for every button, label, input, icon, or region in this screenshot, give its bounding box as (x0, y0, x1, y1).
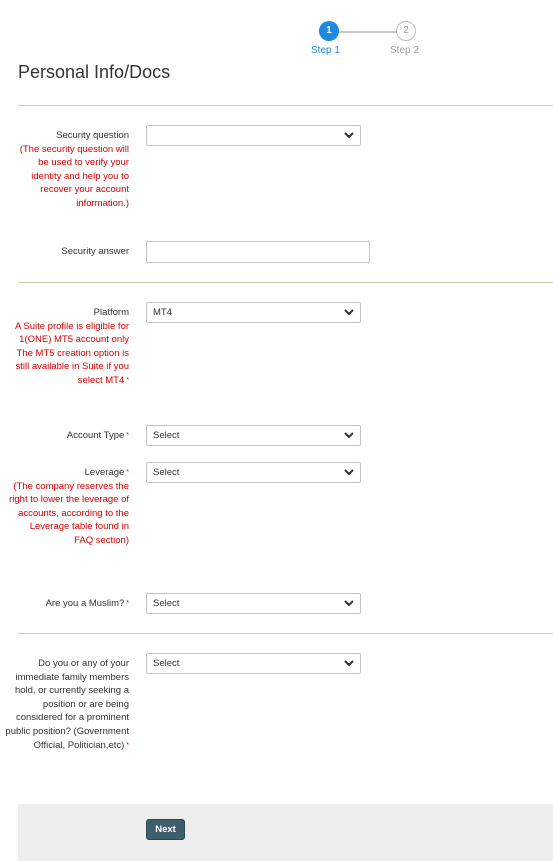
pep-label: Do you or any of your immediate family members hold, or currently seeking a position or are being considered for a prominent public position? (Government Official, Politician,etc) (5, 658, 129, 751)
pep-label-group (5, 657, 129, 752)
security-answer-input[interactable] (146, 241, 370, 263)
muslim-select[interactable] (146, 593, 361, 614)
leverage-note: (The company reserves the right to lower the leverage of accounts, according to the Leverage table found in FAQ section) (9, 480, 129, 546)
muslim-label-group (0, 597, 129, 611)
required-marker: * (126, 432, 129, 439)
muslim-value: Select (153, 598, 180, 609)
chevron-down-icon (344, 660, 354, 667)
account-type-label-group (9, 429, 129, 443)
stepper (305, 20, 435, 60)
page-title: Personal Info/Docs (18, 62, 171, 82)
step-2-indicator: 2 (396, 21, 416, 41)
platform-note-2 (9, 347, 129, 388)
security-question-note: (The security question will be used to verify your identity and help you to recover your account information.) (19, 143, 129, 209)
chevron-down-icon (344, 600, 354, 607)
step-1-label: Step 1 (311, 45, 340, 56)
account-type-value: Select (153, 430, 180, 441)
platform-note-1: A Suite profile is eligible for 1(ONE) MT5 account only (14, 320, 129, 346)
required-marker: * (126, 469, 129, 476)
leverage-label-group (9, 466, 129, 548)
security-question-label: Security question (56, 130, 129, 141)
account-type-select[interactable] (146, 425, 361, 446)
step-2-label: Step 2 (390, 45, 419, 56)
leverage-select[interactable] (146, 462, 361, 483)
section-divider (18, 105, 553, 106)
platform-note-2-text: The MT5 creation option is still available in Suite if you select MT4 (15, 347, 129, 386)
section-divider (18, 282, 553, 283)
next-button[interactable]: Next (146, 819, 185, 840)
security-answer-label: Security answer (61, 246, 129, 257)
account-type-label: Account Type (66, 430, 125, 441)
leverage-label: Leverage (84, 467, 125, 478)
chevron-down-icon (344, 309, 354, 316)
required-marker: * (126, 376, 129, 384)
platform-label-group (9, 306, 129, 388)
required-marker: * (126, 600, 129, 607)
muslim-label: Are you a Muslim? (45, 598, 125, 609)
form-footer (18, 804, 553, 861)
step-1-indicator: 1 (319, 21, 339, 41)
platform-select[interactable] (146, 302, 361, 323)
security-question-select[interactable] (146, 125, 361, 146)
platform-label: Platform (93, 307, 129, 318)
chevron-down-icon (344, 469, 354, 476)
required-marker: * (126, 741, 129, 749)
pep-value: Select (153, 658, 180, 669)
section-divider (18, 633, 553, 634)
step-connector (338, 31, 398, 33)
security-question-label-group (9, 129, 129, 211)
leverage-value: Select (153, 467, 180, 478)
chevron-down-icon (344, 432, 354, 439)
pep-select[interactable] (146, 653, 361, 674)
platform-value: MT4 (153, 307, 172, 318)
chevron-down-icon (344, 132, 354, 139)
